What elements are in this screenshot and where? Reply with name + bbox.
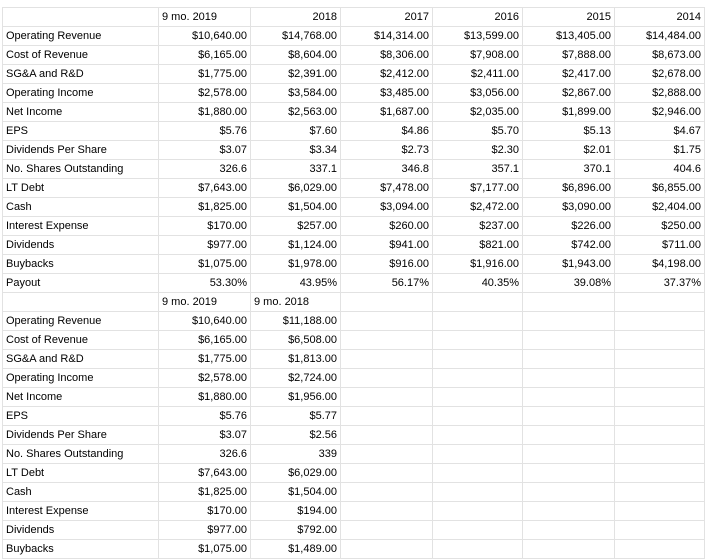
empty-cell[interactable] [523,426,615,445]
row-label-cell[interactable]: Cash [3,483,159,502]
value-cell[interactable]: $7,478.00 [341,179,433,198]
value-cell[interactable]: $2,412.00 [341,65,433,84]
empty-cell[interactable] [433,540,523,559]
table-row [3,160,705,179]
column-header-cell[interactable]: 2016 [433,8,523,27]
value-cell[interactable]: $1,687.00 [341,103,433,122]
table-row [3,103,705,122]
empty-cell[interactable] [523,293,615,312]
empty-cell[interactable] [433,426,523,445]
empty-cell[interactable] [341,350,433,369]
value-cell[interactable]: $257.00 [251,217,341,236]
value-cell[interactable]: $2.01 [523,141,615,160]
value-cell[interactable]: 357.1 [433,160,523,179]
table-row [3,274,705,293]
empty-cell[interactable] [433,521,523,540]
value-cell[interactable]: $1,899.00 [523,103,615,122]
empty-cell[interactable] [523,388,615,407]
value-cell[interactable]: $916.00 [341,255,433,274]
empty-cell[interactable] [615,331,705,350]
value-cell[interactable]: 326.6 [159,445,251,464]
empty-cell[interactable] [615,426,705,445]
empty-cell[interactable] [341,483,433,502]
value-cell[interactable]: $1,489.00 [251,540,341,559]
value-cell[interactable]: $2,404.00 [615,198,705,217]
value-cell[interactable]: $250.00 [615,217,705,236]
column-header-cell[interactable]: 9 mo. 2018 [251,293,341,312]
table-row [3,312,705,331]
empty-cell[interactable] [523,312,615,331]
value-cell[interactable]: $977.00 [159,521,251,540]
table-row [3,141,705,160]
value-cell[interactable]: 43.95% [251,274,341,293]
row-label-cell[interactable]: Operating Income [3,84,159,103]
value-cell[interactable]: $2,678.00 [615,65,705,84]
value-cell[interactable]: $2,411.00 [433,65,523,84]
empty-cell[interactable] [615,464,705,483]
empty-cell[interactable] [615,312,705,331]
value-cell[interactable]: $1,124.00 [251,236,341,255]
column-header-cell[interactable]: 2018 [251,8,341,27]
value-cell[interactable]: $8,604.00 [251,46,341,65]
row-label-cell[interactable]: EPS [3,122,159,141]
row-label-cell[interactable]: SG&A and R&D [3,350,159,369]
row-label-cell[interactable]: Buybacks [3,255,159,274]
empty-cell[interactable] [523,521,615,540]
row-label-cell[interactable]: Dividends Per Share [3,141,159,160]
value-cell[interactable]: $977.00 [159,236,251,255]
empty-cell[interactable] [433,312,523,331]
table-row [3,483,705,502]
value-cell[interactable]: $3,090.00 [523,198,615,217]
value-cell[interactable]: $8,306.00 [341,46,433,65]
value-cell[interactable]: $6,896.00 [523,179,615,198]
value-cell[interactable]: $5.76 [159,122,251,141]
table-row [3,236,705,255]
table-row [3,27,705,46]
table-row [3,217,705,236]
empty-cell[interactable] [523,350,615,369]
table-row [3,407,705,426]
value-cell[interactable]: $5.76 [159,407,251,426]
value-cell[interactable]: $7,643.00 [159,464,251,483]
value-cell[interactable]: 404.6 [615,160,705,179]
table-row [3,65,705,84]
value-cell[interactable]: 56.17% [341,274,433,293]
row-label-cell[interactable]: Net Income [3,388,159,407]
row-label-cell[interactable]: Buybacks [3,540,159,559]
value-cell[interactable]: $3,094.00 [341,198,433,217]
row-label-cell[interactable]: No. Shares Outstanding [3,160,159,179]
value-cell[interactable]: $4.86 [341,122,433,141]
column-header-cell[interactable]: 2017 [341,8,433,27]
value-cell[interactable]: $5.70 [433,122,523,141]
row-label-cell[interactable]: SG&A and R&D [3,65,159,84]
row-label-cell[interactable]: Operating Revenue [3,312,159,331]
value-cell[interactable]: $10,640.00 [159,312,251,331]
column-header-cell[interactable]: 2014 [615,8,705,27]
empty-cell[interactable] [341,540,433,559]
value-cell[interactable]: 370.1 [523,160,615,179]
value-cell[interactable]: $14,768.00 [251,27,341,46]
value-cell[interactable]: $1,504.00 [251,198,341,217]
empty-cell[interactable] [523,369,615,388]
value-cell[interactable]: $6,165.00 [159,46,251,65]
empty-cell[interactable] [341,331,433,350]
empty-cell[interactable] [615,293,705,312]
value-cell[interactable]: $6,165.00 [159,331,251,350]
value-cell[interactable]: 53.30% [159,274,251,293]
value-cell[interactable]: 346.8 [341,160,433,179]
row-label-cell[interactable]: Payout [3,274,159,293]
value-cell[interactable]: $5.77 [251,407,341,426]
value-cell[interactable]: $2,472.00 [433,198,523,217]
empty-cell[interactable] [341,445,433,464]
value-cell[interactable]: $3,485.00 [341,84,433,103]
table-row [3,122,705,141]
empty-cell[interactable] [615,369,705,388]
spreadsheet-grid [2,7,705,559]
value-cell[interactable]: $170.00 [159,217,251,236]
table-row [3,388,705,407]
table-row [3,331,705,350]
value-cell[interactable]: $792.00 [251,521,341,540]
value-cell[interactable]: $2,578.00 [159,369,251,388]
value-cell[interactable]: $1,943.00 [523,255,615,274]
value-cell[interactable]: $4.67 [615,122,705,141]
value-cell[interactable]: $7,643.00 [159,179,251,198]
value-cell[interactable]: $2,888.00 [615,84,705,103]
value-cell[interactable]: $1,956.00 [251,388,341,407]
value-cell[interactable]: $2.56 [251,426,341,445]
value-cell[interactable]: $2,417.00 [523,65,615,84]
value-cell[interactable]: $1,825.00 [159,198,251,217]
section1-header-row [3,8,705,27]
value-cell[interactable]: $1,880.00 [159,103,251,122]
value-cell[interactable]: $260.00 [341,217,433,236]
value-cell[interactable]: $2,724.00 [251,369,341,388]
value-cell[interactable]: $7,177.00 [433,179,523,198]
value-cell[interactable]: $1,775.00 [159,65,251,84]
table-row [3,426,705,445]
value-cell[interactable]: $237.00 [433,217,523,236]
table-row [3,464,705,483]
section2-header-row [3,293,705,312]
value-cell[interactable]: $2,578.00 [159,84,251,103]
row-label-cell[interactable]: Net Income [3,103,159,122]
empty-cell[interactable] [615,540,705,559]
empty-cell[interactable] [433,369,523,388]
value-cell[interactable]: $2,946.00 [615,103,705,122]
value-cell[interactable]: $1,978.00 [251,255,341,274]
table-row [3,540,705,559]
value-cell[interactable]: $1,775.00 [159,350,251,369]
value-cell[interactable]: $6,508.00 [251,331,341,350]
empty-cell[interactable] [615,350,705,369]
value-cell[interactable]: $1,075.00 [159,540,251,559]
value-cell[interactable]: $821.00 [433,236,523,255]
column-header-cell[interactable]: 9 mo. 2019 [159,293,251,312]
value-cell[interactable]: $10,640.00 [159,27,251,46]
value-cell[interactable]: $3.07 [159,426,251,445]
value-cell[interactable]: 326.6 [159,160,251,179]
empty-cell[interactable] [615,483,705,502]
value-cell[interactable]: $13,599.00 [433,27,523,46]
empty-cell[interactable] [433,407,523,426]
empty-cell[interactable] [341,388,433,407]
table-row [3,84,705,103]
row-label-cell[interactable]: Dividends [3,521,159,540]
value-cell[interactable]: $3,056.00 [433,84,523,103]
value-cell[interactable]: $6,029.00 [251,179,341,198]
value-cell[interactable]: $170.00 [159,502,251,521]
empty-cell[interactable] [523,502,615,521]
empty-cell[interactable] [615,388,705,407]
table-row [3,369,705,388]
value-cell[interactable]: $2,867.00 [523,84,615,103]
table-row [3,502,705,521]
row-label-cell[interactable]: LT Debt [3,464,159,483]
row-label-cell[interactable]: Operating Income [3,369,159,388]
value-cell[interactable]: $2.30 [433,141,523,160]
value-cell[interactable]: $14,484.00 [615,27,705,46]
value-cell[interactable]: $3.34 [251,141,341,160]
empty-cell[interactable] [433,483,523,502]
header-cell-empty[interactable] [3,293,159,312]
empty-cell[interactable] [523,331,615,350]
value-cell[interactable]: $1.75 [615,141,705,160]
value-cell[interactable]: $2,563.00 [251,103,341,122]
value-cell[interactable]: $1,813.00 [251,350,341,369]
table-row [3,255,705,274]
empty-cell[interactable] [341,369,433,388]
empty-cell[interactable] [341,293,433,312]
value-cell[interactable]: 40.35% [433,274,523,293]
value-cell[interactable]: $5.13 [523,122,615,141]
row-label-cell[interactable]: Dividends Per Share [3,426,159,445]
table-row [3,46,705,65]
empty-cell[interactable] [341,464,433,483]
empty-cell[interactable] [341,407,433,426]
value-cell[interactable]: $7,888.00 [523,46,615,65]
value-cell[interactable]: $3.07 [159,141,251,160]
empty-cell[interactable] [341,426,433,445]
value-cell[interactable]: $226.00 [523,217,615,236]
empty-cell[interactable] [523,483,615,502]
empty-cell[interactable] [433,464,523,483]
value-cell[interactable]: $2,391.00 [251,65,341,84]
value-cell[interactable]: $1,880.00 [159,388,251,407]
value-cell[interactable]: $194.00 [251,502,341,521]
value-cell[interactable]: $711.00 [615,236,705,255]
empty-cell[interactable] [341,502,433,521]
value-cell[interactable]: $7,908.00 [433,46,523,65]
row-label-cell[interactable]: Cash [3,198,159,217]
row-label-cell[interactable]: LT Debt [3,179,159,198]
column-header-cell[interactable]: 9 mo. 2019 [159,8,251,27]
value-cell[interactable]: $3,584.00 [251,84,341,103]
value-cell[interactable]: 39.08% [523,274,615,293]
empty-cell[interactable] [615,407,705,426]
row-label-cell[interactable]: Cost of Revenue [3,331,159,350]
empty-cell[interactable] [341,312,433,331]
value-cell[interactable]: $1,075.00 [159,255,251,274]
value-cell[interactable]: $1,825.00 [159,483,251,502]
value-cell[interactable]: 37.37% [615,274,705,293]
empty-cell[interactable] [433,350,523,369]
value-cell[interactable]: $2,035.00 [433,103,523,122]
empty-cell[interactable] [615,445,705,464]
row-label-cell[interactable]: Interest Expense [3,217,159,236]
empty-cell[interactable] [433,293,523,312]
empty-cell[interactable] [615,521,705,540]
row-label-cell[interactable]: No. Shares Outstanding [3,445,159,464]
value-cell[interactable]: $1,916.00 [433,255,523,274]
value-cell[interactable]: $13,405.00 [523,27,615,46]
value-cell[interactable]: $1,504.00 [251,483,341,502]
row-label-cell[interactable]: Cost of Revenue [3,46,159,65]
value-cell[interactable]: $7.60 [251,122,341,141]
value-cell[interactable]: $4,198.00 [615,255,705,274]
value-cell[interactable]: $2.73 [341,141,433,160]
value-cell[interactable]: $8,673.00 [615,46,705,65]
row-label-cell[interactable]: Operating Revenue [3,27,159,46]
value-cell[interactable]: $6,855.00 [615,179,705,198]
row-label-cell[interactable]: Dividends [3,236,159,255]
empty-cell[interactable] [433,331,523,350]
empty-cell[interactable] [433,445,523,464]
value-cell[interactable]: 339 [251,445,341,464]
row-label-cell[interactable]: Interest Expense [3,502,159,521]
empty-cell[interactable] [523,464,615,483]
column-header-cell[interactable]: 2015 [523,8,615,27]
value-cell[interactable]: $11,188.00 [251,312,341,331]
row-label-cell[interactable]: EPS [3,407,159,426]
value-cell[interactable]: $941.00 [341,236,433,255]
table-row [3,179,705,198]
table-row [3,445,705,464]
table-row [3,350,705,369]
value-cell[interactable]: $14,314.00 [341,27,433,46]
value-cell[interactable]: $742.00 [523,236,615,255]
empty-cell[interactable] [433,502,523,521]
empty-cell[interactable] [341,521,433,540]
header-cell-empty[interactable] [3,8,159,27]
table-row [3,521,705,540]
empty-cell[interactable] [523,407,615,426]
value-cell[interactable]: $6,029.00 [251,464,341,483]
value-cell[interactable]: 337.1 [251,160,341,179]
table-row [3,198,705,217]
empty-cell[interactable] [523,540,615,559]
empty-cell[interactable] [615,502,705,521]
empty-cell[interactable] [433,388,523,407]
empty-cell[interactable] [523,445,615,464]
